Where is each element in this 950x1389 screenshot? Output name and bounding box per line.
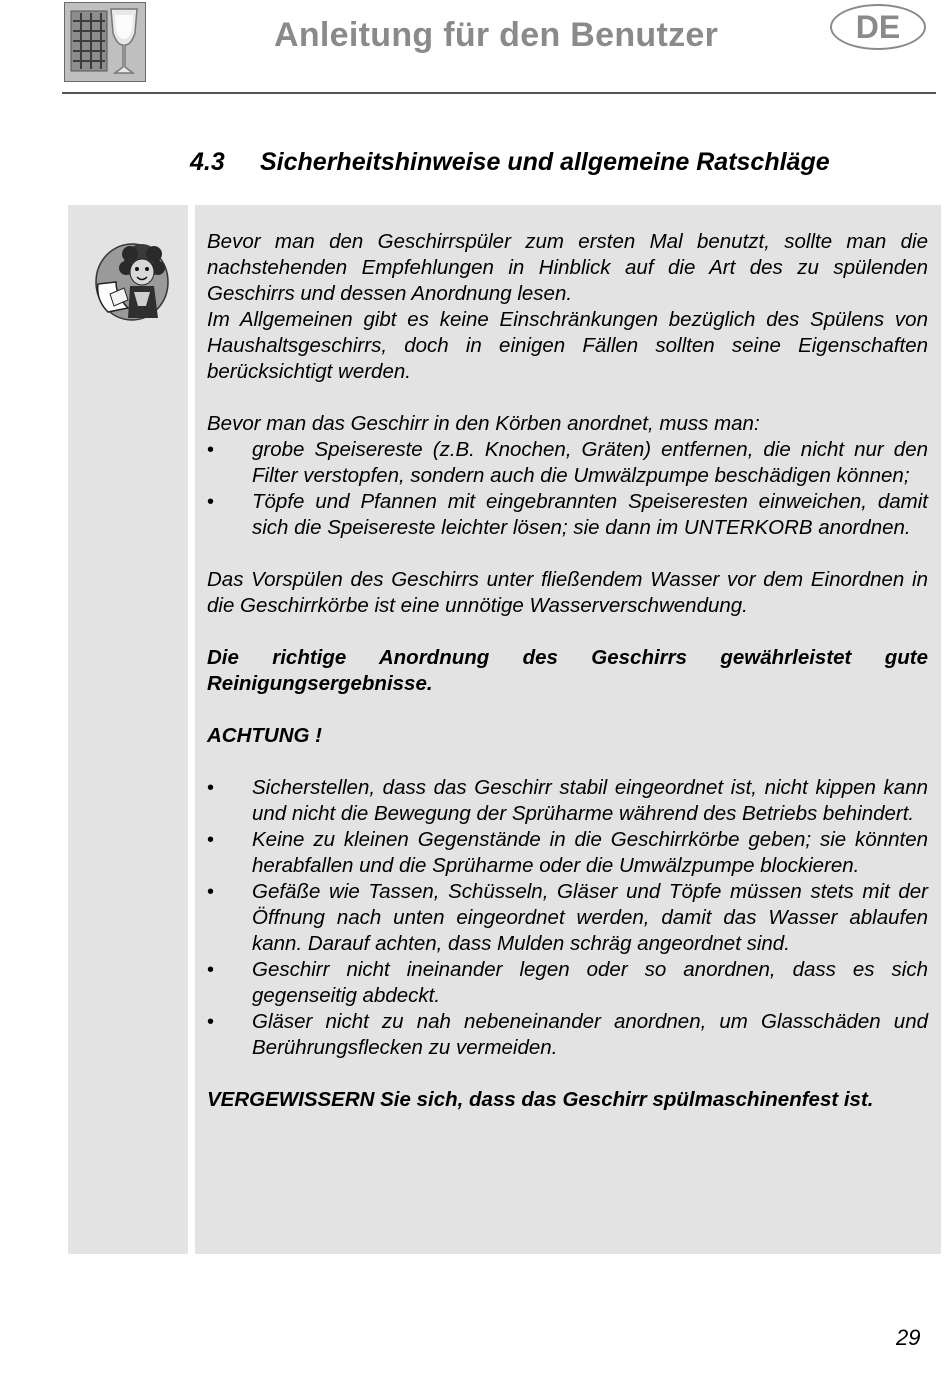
list-item: • Gefäße wie Tassen, Schüsseln, Gläser und Töpfe müssen stets mit der Öffnung nach unten eingeordnet werden, damit das Wasser ablaufen kann. Darauf achten, dass Mulden schräg angeordnet sind. xyxy=(207,879,928,957)
list-item: • Sicherstellen, dass das Geschirr stabil eingeordnet ist, nicht kippen kann und nicht die Bewegung der Sprüharme während des Betriebs behindert. xyxy=(207,775,928,827)
mascot-reading-icon xyxy=(94,236,174,331)
side-panel xyxy=(68,205,188,1254)
dishwasher-logo-icon xyxy=(64,2,146,82)
list-item: • Gläser nicht zu nah nebeneinander anordnen, um Glasschäden und Berührungsflecken zu vermeiden. xyxy=(207,1009,928,1061)
header-divider xyxy=(62,92,936,94)
warning-list xyxy=(207,775,928,1061)
intro-paragraph: Im Allgemeinen gibt es keine Einschränkungen bezüglich des Spülens von Haushaltsgeschirrs, doch in einigen Fällen sollten seine Eigenschaften berücksichtigt werden. xyxy=(207,308,928,383)
page-number: 29 xyxy=(896,1325,921,1350)
prerinse-note: Das Vorspülen des Geschirrs unter fließendem Wasser vor dem Einordnen in die Geschirrkörbe ist eine unnötige Wasserverschwendung. xyxy=(207,568,928,617)
intro-paragraph: Bevor man den Geschirrspüler zum ersten Mal benutzt, sollte man die nachstehenden Empfehlungen in Hinblick auf die Art des zu spülenden Geschirrs und dessen Anordnung lesen. xyxy=(207,230,928,305)
list-item: • Töpfe und Pfannen mit eingebrannten Speiseresten einweichen, damit sich die Speisereste leichter lösen; sie dann im UNTERKORB anordnen. xyxy=(207,489,928,541)
prep-heading: Bevor man das Geschirr in den Körben anordnet, muss man: xyxy=(207,412,760,435)
list-item: • Keine zu kleinen Gegenstände in die Geschirrkörbe geben; sie könnten herabfallen und die Sprüharme oder die Umwälzpumpe blockieren. xyxy=(207,827,928,879)
arrangement-note: Die richtige Anordnung des Geschirrs gewährleistet gute Reinigungsergebnisse. xyxy=(207,646,928,695)
list-item: • Geschirr nicht ineinander legen oder so anordnen, dass es sich gegenseitig abdeckt. xyxy=(207,957,928,1009)
content-body xyxy=(207,229,928,1113)
language-badge: DE xyxy=(830,4,926,50)
list-item: • grobe Speisereste (z.B. Knochen, Gräten) entfernen, die nicht nur den Filter verstopfen, sondern auch die Umwälzpumpe beschädigen können; xyxy=(207,437,928,489)
warning-heading: ACHTUNG ! xyxy=(207,724,323,747)
closing-note: VERGEWISSERN Sie sich, dass das Geschirr spülmaschinenfest ist. xyxy=(207,1088,874,1111)
header-title: Anleitung für den Benutzer xyxy=(274,16,719,54)
section-title xyxy=(190,148,830,177)
section-title-text: Sicherheitshinweise und allgemeine Ratschläge xyxy=(260,148,830,176)
prep-list xyxy=(207,437,928,541)
section-number: 4.3 xyxy=(190,148,225,176)
